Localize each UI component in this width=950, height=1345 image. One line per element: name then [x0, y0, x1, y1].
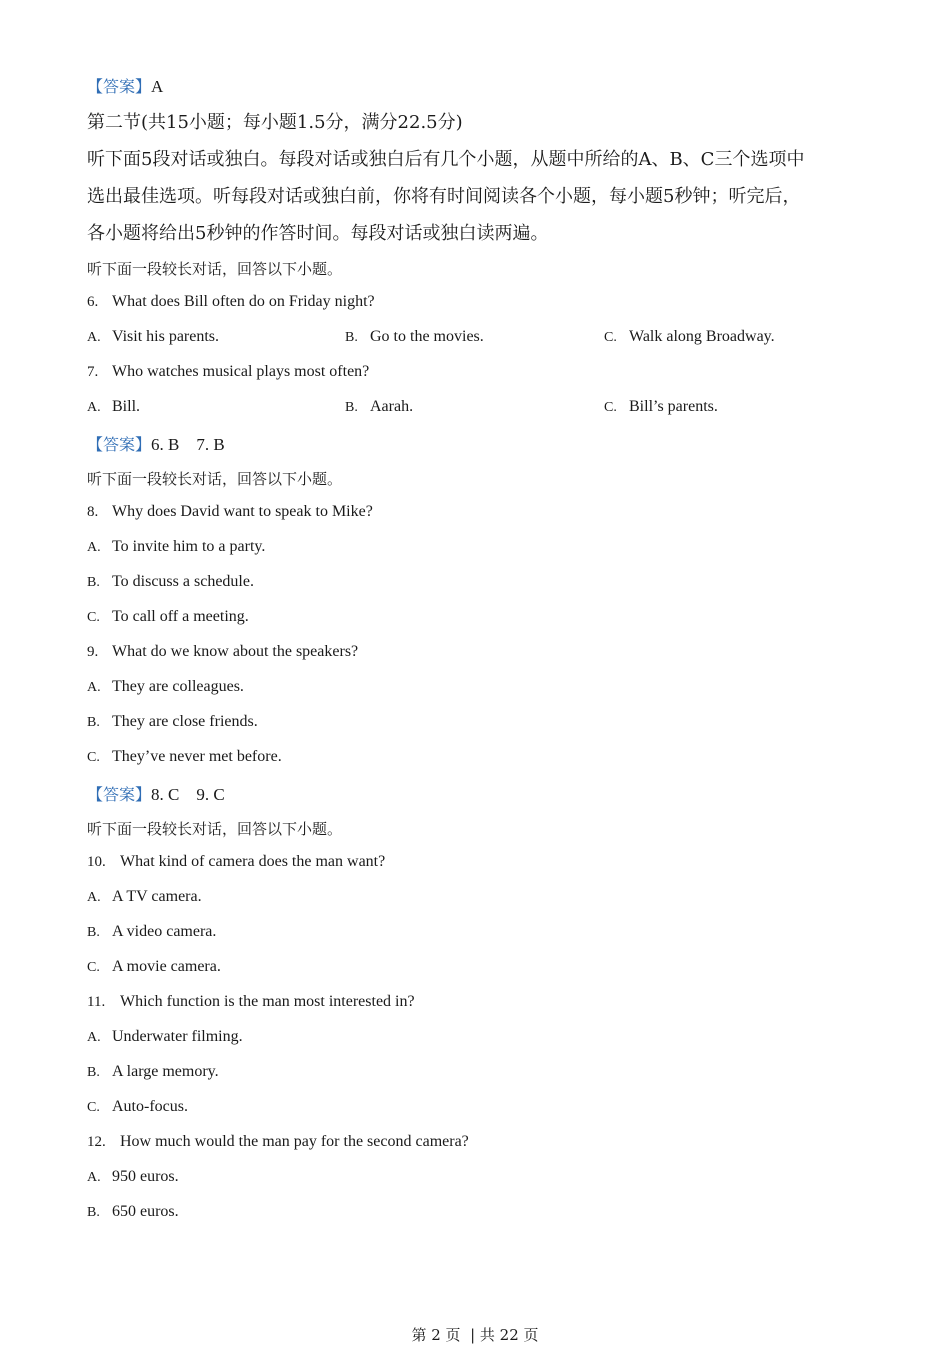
question-number: 11. — [87, 994, 106, 1010]
option-text: Go to the movies. — [370, 328, 484, 345]
option-letter: A. — [87, 540, 101, 555]
question-10 — [87, 853, 385, 871]
option-a — [87, 678, 244, 696]
option-text: To invite him to a party. — [112, 538, 266, 555]
option-b — [87, 923, 216, 941]
answer-line-5 — [87, 74, 163, 97]
section-intro-line-1: 听下面5段对话或独白。每段对话或独白后有几个小题，从题中所给的A、B、C三个选项中 — [87, 149, 805, 170]
question-text: What kind of camera does the man want? — [120, 853, 386, 870]
question-text: What does Bill often do on Friday night? — [112, 293, 375, 310]
question-number: 12. — [87, 1134, 106, 1150]
question-7 — [87, 363, 369, 381]
section-intro-line-3: 各小题将给出5秒钟的作答时间。每段对话或独白读两遍。 — [87, 223, 549, 244]
option-text: Visit his parents. — [112, 328, 220, 345]
option-letter: B. — [345, 400, 358, 415]
answer-tag: 【答案】 — [87, 77, 152, 96]
option-c — [87, 958, 221, 976]
option-letter: C. — [87, 610, 100, 625]
question-text: Which function is the man most interested in? — [120, 993, 415, 1010]
answer-line-8-9 — [87, 782, 225, 805]
question-text: How much would the man pay for the second camera? — [120, 1133, 469, 1150]
option-text: Bill. — [112, 398, 141, 415]
listen-prompt: 听下面一段较长对话，回答以下小题。 — [87, 470, 343, 488]
option-a — [87, 398, 140, 416]
section-intro-line-2: 选出最佳选项。听每段对话或独白前，你将有时间阅读各个小题，每小题5秒钟；听完后， — [87, 186, 801, 207]
question-number: 6. — [87, 294, 99, 310]
listen-prompt: 听下面一段较长对话，回答以下小题。 — [87, 260, 343, 278]
question-number: 8. — [87, 504, 99, 520]
option-c — [87, 748, 282, 766]
listen-prompt: 听下面一段较长对话，回答以下小题。 — [87, 820, 343, 838]
option-letter: A. — [87, 1030, 101, 1045]
option-letter: A. — [87, 890, 101, 905]
option-b — [87, 573, 254, 591]
option-text: To discuss a schedule. — [112, 573, 254, 590]
option-letter: C. — [87, 1100, 100, 1115]
answer-tag: 【答案】 — [87, 435, 152, 454]
option-letter: A. — [87, 1170, 101, 1185]
option-b — [345, 398, 413, 416]
option-c — [604, 328, 775, 346]
option-letter: B. — [87, 1205, 100, 1220]
option-c — [87, 608, 249, 626]
option-text: 950 euros. — [112, 1168, 179, 1185]
option-letter: C. — [87, 960, 100, 975]
option-letter: C. — [604, 330, 617, 345]
option-text: Auto-focus. — [112, 1098, 188, 1115]
option-a — [87, 538, 265, 556]
option-letter: B. — [345, 330, 358, 345]
option-b — [87, 713, 258, 731]
question-8 — [87, 503, 373, 521]
options-7 — [87, 398, 847, 420]
option-letter: B. — [87, 1065, 100, 1080]
option-a — [87, 1168, 179, 1186]
answer-value: 6. B 7. B — [151, 435, 225, 454]
question-number: 7. — [87, 364, 99, 380]
question-text: Why does David want to speak to Mike? — [112, 503, 373, 520]
option-text: They are close friends. — [112, 713, 258, 730]
option-text: They’ve never met before. — [112, 748, 282, 765]
question-6 — [87, 293, 375, 311]
option-letter: C. — [87, 750, 100, 765]
page-footer: 第 2 页 | 共 22 页 — [411, 1326, 539, 1344]
option-text: A movie camera. — [112, 958, 221, 975]
answer-tag: 【答案】 — [87, 785, 152, 804]
option-c — [604, 398, 718, 416]
answer-line-6-7 — [87, 432, 225, 455]
option-text: Walk along Broadway. — [629, 328, 775, 345]
option-text: A large memory. — [112, 1063, 219, 1080]
option-a — [87, 888, 202, 906]
option-letter: B. — [87, 925, 100, 940]
option-text: 650 euros. — [112, 1203, 179, 1220]
question-text: What do we know about the speakers? — [112, 643, 359, 660]
option-letter: A. — [87, 330, 101, 345]
option-a — [87, 1028, 243, 1046]
option-letter: C. — [604, 400, 617, 415]
option-a — [87, 328, 219, 346]
options-6 — [87, 328, 847, 350]
question-number: 9. — [87, 644, 99, 660]
option-letter: A. — [87, 400, 101, 415]
option-letter: B. — [87, 715, 100, 730]
option-text: Underwater filming. — [112, 1028, 243, 1045]
question-9 — [87, 643, 358, 661]
question-text: Who watches musical plays most often? — [112, 363, 370, 380]
option-text: Aarah. — [370, 398, 414, 415]
option-b — [345, 328, 484, 346]
option-c — [87, 1098, 188, 1116]
option-text: To call off a meeting. — [112, 608, 249, 625]
option-text: A TV camera. — [112, 888, 202, 905]
option-b — [87, 1203, 179, 1221]
answer-value: 8. C 9. C — [151, 785, 225, 804]
option-text: Bill’s parents. — [629, 398, 718, 415]
option-text: They are colleagues. — [112, 678, 244, 695]
question-12 — [87, 1133, 469, 1151]
option-letter: A. — [87, 680, 101, 695]
option-text: A video camera. — [112, 923, 217, 940]
option-letter: B. — [87, 575, 100, 590]
section-heading: 第二节(共15小题；每小题1.5分，满分22.5分) — [87, 112, 463, 133]
option-b — [87, 1063, 219, 1081]
question-11 — [87, 993, 415, 1011]
answer-value: A — [151, 77, 164, 96]
question-number: 10. — [87, 854, 106, 870]
